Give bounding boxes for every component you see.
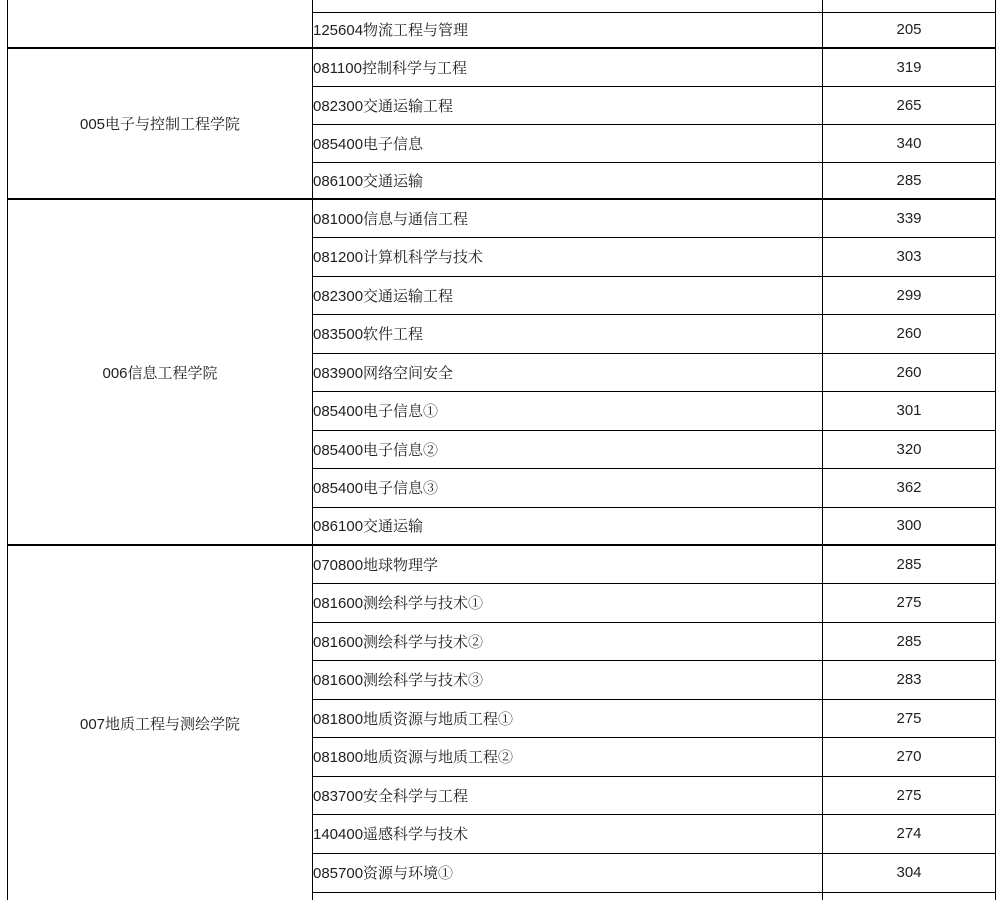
score-cell: 285 <box>823 545 996 583</box>
score-cell: 303 <box>823 237 996 276</box>
score-cell <box>823 0 996 12</box>
program-cell: 081100控制科学与工程 <box>313 48 823 86</box>
score-cell: 320 <box>823 430 996 468</box>
score-cell: 275 <box>823 583 996 622</box>
program-cell: 085400电子信息② <box>313 430 823 468</box>
score-cell: 300 <box>823 507 996 545</box>
program-cell: 083900网络空间安全 <box>313 353 823 391</box>
score-cell: 270 <box>823 737 996 776</box>
college-cell <box>8 0 313 48</box>
score-cell: 340 <box>823 124 996 162</box>
program-cell: 081200计算机科学与技术 <box>313 237 823 276</box>
score-cell: 265 <box>823 86 996 124</box>
score-cell: 301 <box>823 391 996 430</box>
program-cell: 081800地质资源与地质工程① <box>313 699 823 737</box>
score-cell: 299 <box>823 276 996 314</box>
score-cell: 319 <box>823 48 996 86</box>
score-cell: 275 <box>823 776 996 814</box>
table-row <box>8 48 996 86</box>
program-cell <box>313 0 823 12</box>
program-cell: 125604物流工程与管理 <box>313 12 823 48</box>
program-cell: 085400电子信息③ <box>313 468 823 507</box>
score-cell <box>823 892 996 900</box>
score-cell: 362 <box>823 468 996 507</box>
program-cell: 140400遥感科学与技术 <box>313 814 823 853</box>
program-cell: 070800地球物理学 <box>313 545 823 583</box>
program-cell: 082300交通运输工程 <box>313 86 823 124</box>
program-cell: 082300交通运输工程 <box>313 276 823 314</box>
program-cell: 086100交通运输 <box>313 162 823 199</box>
program-cell: 085400电子信息① <box>313 391 823 430</box>
program-cell: 085700资源与环境① <box>313 853 823 892</box>
score-cell: 283 <box>823 660 996 699</box>
score-cell: 275 <box>823 699 996 737</box>
score-cell: 304 <box>823 853 996 892</box>
program-cell: 081600测绘科学与技术② <box>313 622 823 660</box>
program-cell: 083700安全科学与工程 <box>313 776 823 814</box>
score-cell: 274 <box>823 814 996 853</box>
program-cell <box>313 892 823 900</box>
score-cell: 260 <box>823 353 996 391</box>
college-cell: 007地质工程与测绘学院 <box>8 545 313 900</box>
table-row <box>8 545 996 583</box>
program-cell: 081800地质资源与地质工程② <box>313 737 823 776</box>
score-cell: 285 <box>823 162 996 199</box>
table-row <box>8 0 996 12</box>
program-cell: 083500软件工程 <box>313 314 823 353</box>
program-cell: 081000信息与通信工程 <box>313 199 823 237</box>
program-cell: 081600测绘科学与技术① <box>313 583 823 622</box>
score-cell: 260 <box>823 314 996 353</box>
score-cell: 339 <box>823 199 996 237</box>
program-cell: 081600测绘科学与技术③ <box>313 660 823 699</box>
admission-score-table <box>7 0 996 900</box>
program-cell: 085400电子信息 <box>313 124 823 162</box>
college-cell: 006信息工程学院 <box>8 199 313 545</box>
program-cell: 086100交通运输 <box>313 507 823 545</box>
score-cell: 285 <box>823 622 996 660</box>
college-cell: 005电子与控制工程学院 <box>8 48 313 199</box>
score-cell: 205 <box>823 12 996 48</box>
table-row <box>8 199 996 237</box>
